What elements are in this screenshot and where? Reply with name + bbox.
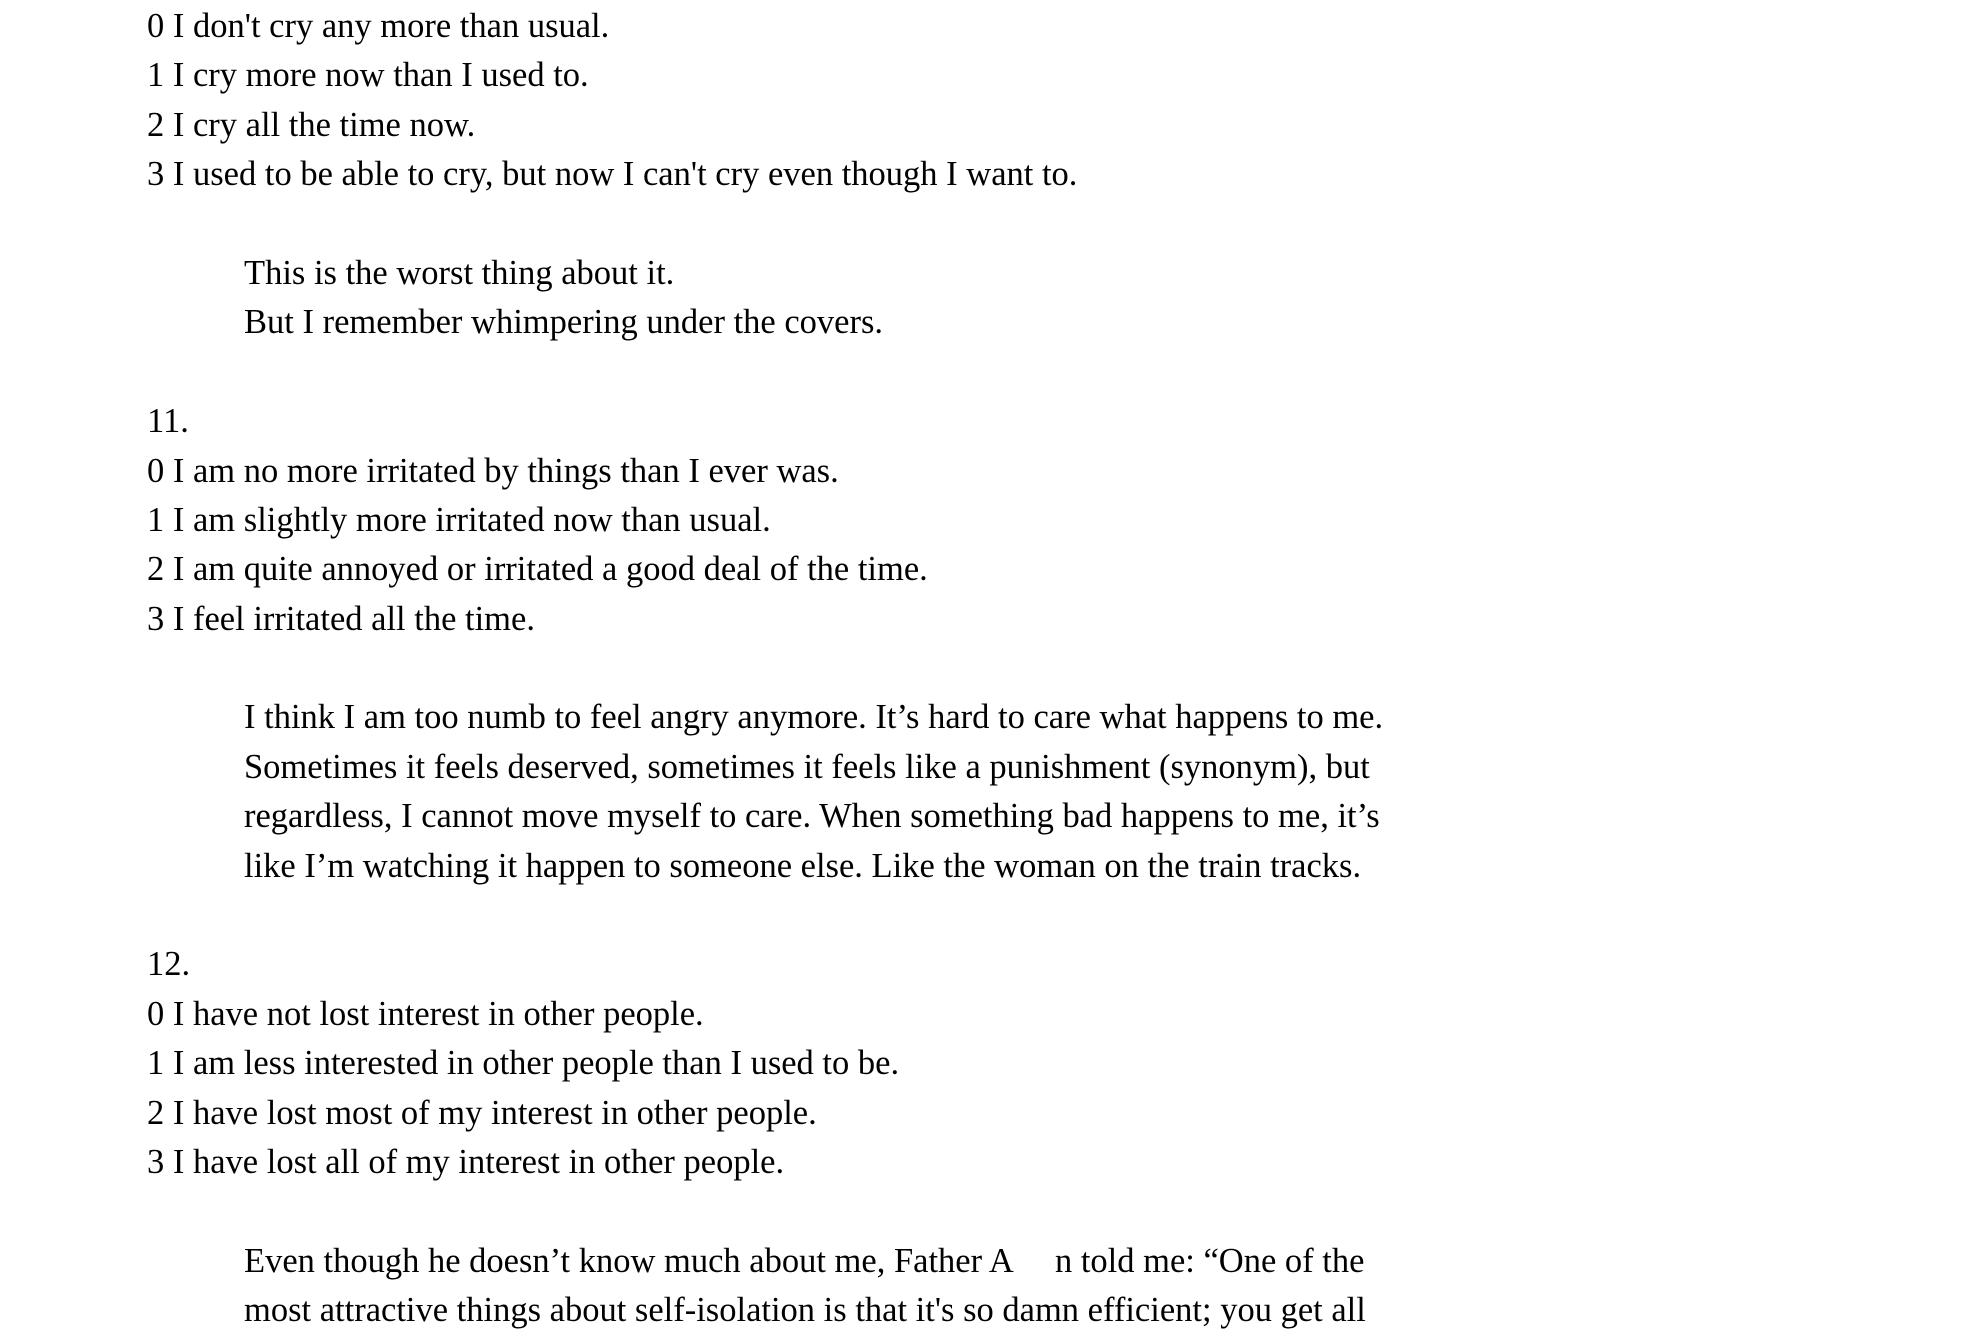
question-block (147, 940, 1567, 1187)
note-line: Even though he doesn’t know much about me, Father A n told me: “One of the (244, 1241, 1365, 1280)
paragraph-spacer (147, 348, 1567, 397)
answer-option: 2 I cry all the time now. (147, 105, 476, 144)
paragraph-spacer (147, 644, 1567, 693)
note-line: Sometimes it feels deserved, sometimes it feels like a punishment (synonym), but (244, 747, 1370, 786)
document-body (147, 2, 1567, 1336)
note-line: I think I am too numb to feel angry anymore. It’s hard to care what happens to me. (244, 698, 1384, 737)
answer-option: 1 I am less interested in other people than I used to be. (147, 1044, 900, 1083)
answer-option: 2 I am quite annoyed or irritated a good deal of the time. (147, 550, 928, 589)
note-line: most attractive things about self-isolation is that it's so damn efficient; you get all (244, 1291, 1366, 1330)
note-line: This is the worst thing about it. (244, 253, 675, 292)
answer-option: 0 I have not lost interest in other people. (147, 994, 704, 1033)
answer-option: 2 I have lost most of my interest in other people. (147, 1093, 817, 1132)
question-block (147, 397, 1567, 644)
question-block (147, 2, 1567, 200)
answer-option: 3 I feel irritated all the time. (147, 599, 535, 638)
question-number: 12. (147, 945, 191, 984)
note-line: But I remember whimpering under the covers. (244, 303, 884, 342)
paragraph-spacer (147, 891, 1567, 940)
personal-note (147, 249, 1644, 348)
answer-option: 0 I don't cry any more than usual. (147, 7, 610, 45)
answer-option: 3 I used to be able to cry, but now I can't cry even though I want to. (147, 155, 1078, 194)
answer-option: 1 I am slightly more irritated now than usual. (147, 500, 771, 539)
personal-note (147, 1237, 1644, 1336)
paragraph-spacer (147, 200, 1567, 249)
paragraph-spacer (147, 1187, 1567, 1236)
answer-option: 3 I have lost all of my interest in other people. (147, 1142, 785, 1181)
note-line: regardless, I cannot move myself to care. When something bad happens to me, it’s (244, 797, 1380, 836)
question-number: 11. (147, 402, 189, 441)
note-line: like I’m watching it happen to someone else. Like the woman on the train tracks. (244, 846, 1362, 885)
answer-option: 0 I am no more irritated by things than I ever was. (147, 451, 839, 490)
personal-note (147, 693, 1644, 891)
answer-option: 1 I cry more now than I used to. (147, 56, 589, 95)
